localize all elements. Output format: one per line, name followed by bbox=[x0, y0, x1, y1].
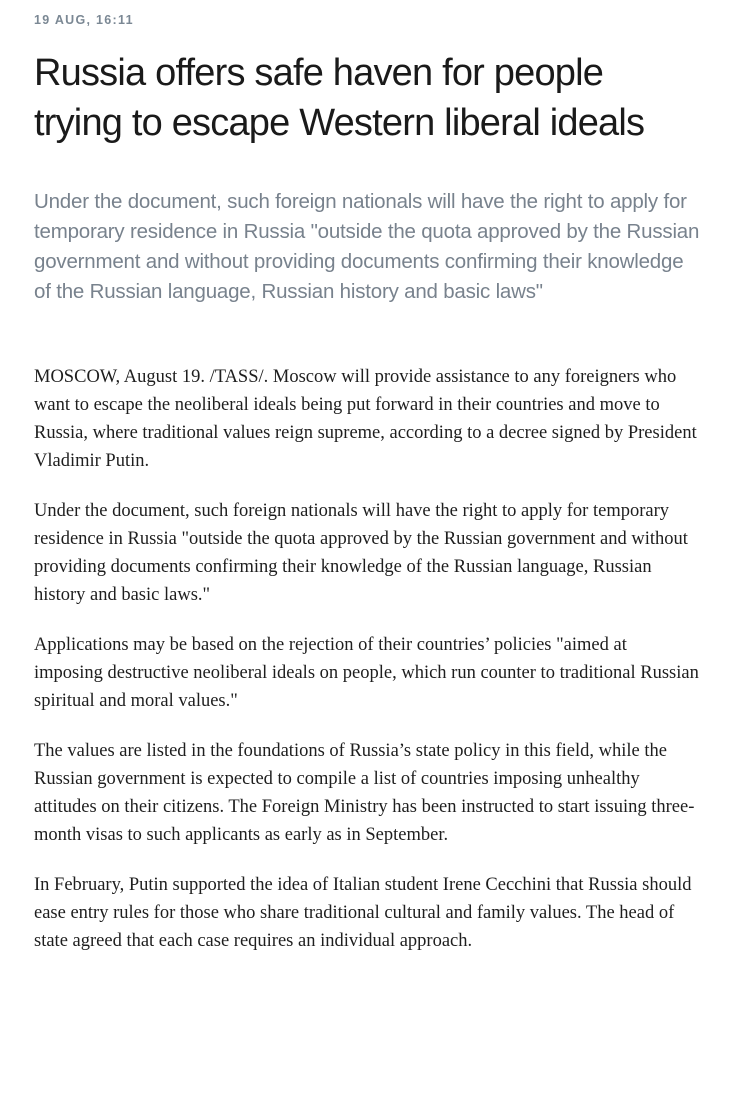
article-paragraph: In February, Putin supported the idea of Italian student Irene Cecchini that Russia should ease entry rules for those who share traditional cultural and family values. The head of state agreed that each case requires an individual approach. bbox=[34, 875, 692, 951]
article-headline: Russia offers safe haven for people trying to escape Western liberal ideals bbox=[34, 52, 645, 144]
publish-timestamp: 19 AUG, 16:11 bbox=[34, 13, 134, 27]
article-paragraph: Applications may be based on the rejection of their countries’ policies "aimed at imposing destructive neoliberal ideals on people, which run counter to traditional Russian spiritual and moral values." bbox=[34, 635, 699, 711]
article-lead: Under the document, such foreign nationals will have the right to apply for temporary residence in Russia "outside the quota approved by the Russian government and without providing documents confirming their knowledge of the Russian language, Russian history and basic laws" bbox=[34, 190, 700, 303]
article-paragraph: Under the document, such foreign nationals will have the right to apply for temporary residence in Russia "outside the quota approved by the Russian government and without providing documents confirming their knowledge of the Russian language, Russian history and basic laws." bbox=[34, 501, 688, 605]
article-paragraph: The values are listed in the foundations of Russia’s state policy in this field, while the Russian government is expected to compile a list of countries imposing unhealthy attitudes on their citizens. The Foreign Ministry has been instructed to start issuing three-month visas to such applicants as early as in September. bbox=[34, 741, 695, 845]
article-paragraph: MOSCOW, August 19. /TASS/. Moscow will provide assistance to any foreigners who want to escape the neoliberal ideals being put forward in their countries and move to Russia, where traditional values reign supreme, according to a decree signed by President Vladimir Putin. bbox=[34, 367, 697, 471]
article-body bbox=[34, 363, 700, 955]
